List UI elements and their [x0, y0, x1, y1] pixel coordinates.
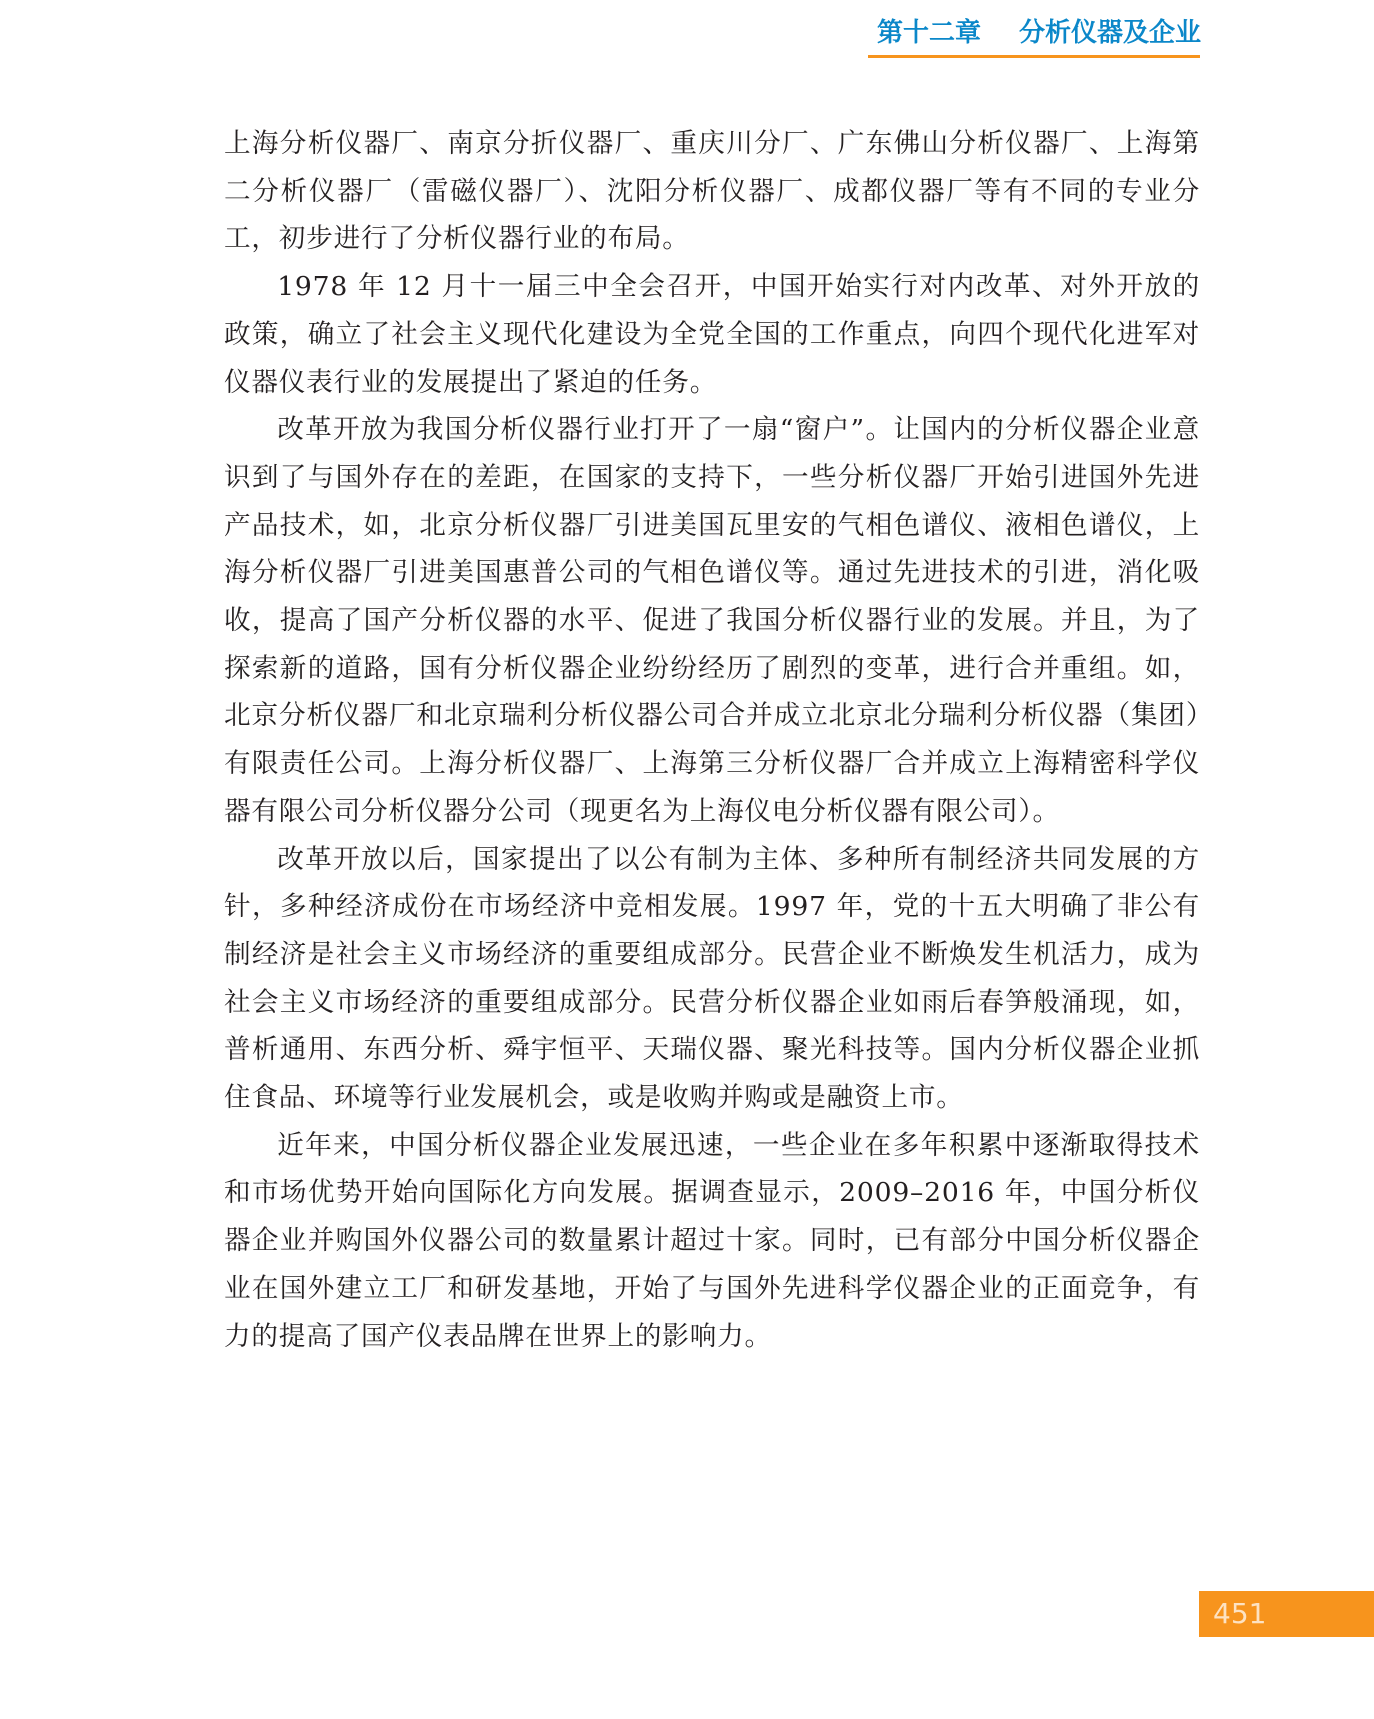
paragraph-internationalization: 近年来，中国分析仪器企业发展迅速，一些企业在多年积累中逐渐取得技术和市场优势开始向国际化方向发展。据调查显示，2009–2016 年，中国分析仪器企业并购国外仪器公司的数量累计超过十家。同时，已有部分中国分析仪器企业在国外建立工厂和研发基地，开始了与国外先进科学仪器企业的正面竞争，有力的提高了国产仪表品牌在世界上的影响力。 — [224, 1129, 1200, 1352]
paragraph-reform-1978: 1978 年 12 月十一届三中全会召开，中国开始实行对内改革、对外开放的政策，确立了社会主义现代化建设为全党全国的工作重点，向四个现代化进军对仪器仪表行业的发展提出了紧迫的任务。 — [224, 271, 1200, 398]
paragraph-opening-window: 改革开放为我国分析仪器行业打开了一扇“窗户”。让国内的分析仪器企业意识到了与国外存在的差距，在国家的支持下，一些分析仪器厂开始引进国外先进产品技术，如，北京分析仪器厂引进美国瓦里安的气相色谱仪、液相色谱仪，上海分析仪器厂引进美国惠普公司的气相色谱仪等。通过先进技术的引进，消化吸收，提高了国产分析仪器的水平、促进了我国分析仪器行业的发展。并且，为了探索新的道路，国有分析仪器企业纷纷经历了剧烈的变革，进行合并重组。如，北京分析仪器厂和北京瑞利分析仪器公司合并成立北京北分瑞利分析仪器（集团）有限责任公司。上海分析仪器厂、上海第三分析仪器厂合并成立上海精密科学仪器有限公司分析仪器分公司（现更名为上海仪电分析仪器有限公司）。 — [224, 414, 1200, 827]
paragraph-private-enterprises: 改革开放以后，国家提出了以公有制为主体、多种所有制经济共同发展的方针，多种经济成份在市场经济中竞相发展。1997 年，党的十五大明确了非公有制经济是社会主义市场经济的重要组成部分。民营企业不断焕发生机活力，成为社会主义市场经济的重要组成部分。民营分析仪器企业如雨后春笋般涌现，如，普析通用、东西分析、舜宇恒平、天瑞仪器、聚光科技等。国内分析仪器企业抓住食品、环境等行业发展机会，或是收购并购或是融资上市。 — [224, 843, 1200, 1114]
page-number-tab — [1199, 1591, 1374, 1637]
body-text — [224, 120, 1200, 1360]
running-header — [868, 14, 1200, 58]
page-number: 451 — [1213, 1597, 1267, 1630]
paragraph-continued: 上海分析仪器厂、南京分折仪器厂、重庆川分厂、广东佛山分析仪器厂、上海第二分析仪器厂（雷磁仪器厂）、沈阳分析仪器厂、成都仪器厂等有不同的专业分工，初步进行了分析仪器行业的布局。 — [224, 128, 1200, 255]
chapter-title: 分析仪器及企业 — [1019, 18, 1202, 48]
chapter-number: 第十二章 — [877, 18, 982, 48]
